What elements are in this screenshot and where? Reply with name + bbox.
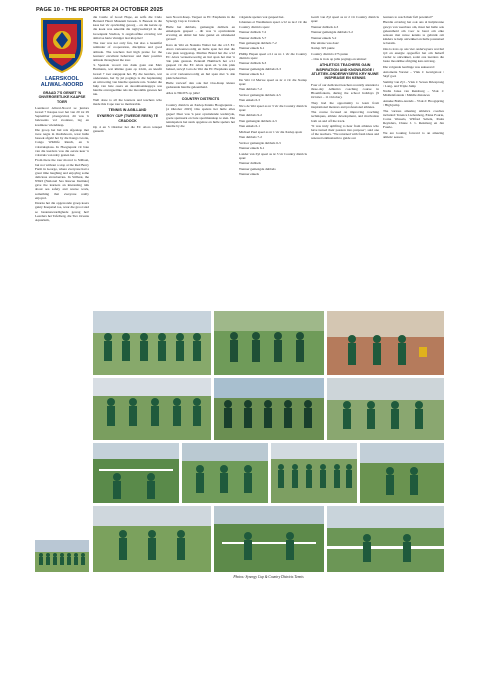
result-line: Xariep 325 punte: [311, 46, 335, 51]
school-team-photo: [327, 378, 444, 440]
players-on-court-photo: [182, 443, 268, 503]
col6-paragraph: We are looking forward to an amazing athletic season.: [383, 130, 444, 139]
col1-paragraph: From there the tour moved to Stilbaai, but not without a stop at the Red Berry Farm in George, where everyone had a great time laughing and enjoying some delicious strawberries. In Stilbaai, the NSRI (National Sea Rescue Institute) gave the learners an interesting talk about sea safety and rescue work, something that everyone really enjoyed.: [35, 158, 89, 200]
result-line: Wen enkels 6-3: [239, 98, 261, 103]
result-line: Verloor gemengde dubbels 6-3: [239, 140, 281, 145]
col3-paragraph: Alles is TROTS op julle!: [166, 90, 201, 95]
result-line: Wenner enkels 6-1: [239, 146, 265, 151]
col6-paragraph: learners to reach their full potential!": [383, 15, 434, 19]
result-line: Verloor gemengde dubbels 4-5: [239, 92, 281, 97]
col5-paragraph: "It was truly uplifting to hear from athletes who have turned their passion into purpose", said one of the teachers. "We returned with fresh ideas and renewed enthusiasm to guide our: [311, 123, 379, 141]
col3-paragraph: teen Noord-Kaap. Vergeet as EC Elephants in die Synergy Cup te Cradock.: [166, 15, 235, 24]
result-line: Die uitslae was daar:: [311, 40, 340, 45]
result-line: Wenner gemengde dubbels: [239, 166, 276, 171]
tour-group-photo: [35, 540, 89, 572]
column-2: [93, 15, 162, 311]
col6-paragraph: Ons is trots op ons vier onderwysers wat hul tyd en energie opgeoffer het om hulself verder te ontwikkel, sodat ons leerders die beste moontlike afrigting kan ontvang.: [383, 46, 444, 64]
tennis-match-photo: [327, 506, 444, 572]
col6-paragraph: Antoinette Vorster – Vlak 1: Gewigstoot / Skyf gooi: [383, 70, 444, 79]
page-header: PAGE 10 - THE REPORTER 24 OCTOBER 2025: [36, 7, 164, 13]
result-line: Wen dubbels 7-2: [239, 135, 262, 140]
col6-paragraph: Nadia Janse van Rensburg – Vlak 1: Middelafstande / Middle distances: [383, 89, 444, 98]
girls-with-trophy-photo: [327, 311, 444, 375]
col5-paragraph: The course focused on improving coaching techniques, athlete development, and motivation both on and off the track.: [311, 110, 379, 123]
girls-team-photo: [214, 311, 324, 375]
col3-paragraph: Hulle het dubbels, gemengde dubbels en enkelspele gespeel – dit was 'n opwindende ervaring en almal het baie geniet en uitstekend gevaar!: [166, 24, 235, 42]
result-line: Wenner dubbels 6-3: [239, 61, 267, 66]
result-line: Wenner enkels 5-2: [311, 35, 337, 40]
result-line: Johannes et Westhuizen speel o/12 as nr.2 vir die Country districts span:: [239, 20, 307, 29]
large-group-photo: [271, 443, 357, 503]
result-line: Wen enkels 6-1: [239, 124, 261, 129]
court-action-photo: [214, 506, 324, 572]
photo-caption: Photos: Synergy Cup & Country Districts Tennis: [233, 575, 304, 579]
athletics-headline: ATHLETICS TEACHERS GAIN INSPIRATION AND KNOWLEDGE / ATLETIEK-ONDERWYSERS KRY NUWE INSPIRASIE EN KENNIS: [311, 63, 379, 81]
column-3: [166, 15, 235, 311]
result-line: De Wet vd Merwe speel as nr 4 vir die Xariep span:: [239, 77, 307, 86]
tennis-headline: TENNIS IN AGB-LAND: [108, 108, 147, 113]
tennis-court-photo: [93, 443, 179, 503]
result-line: Wenner gemengde dubbels 5-2: [311, 30, 354, 35]
result-line: Wenner dubbels 4-3: [311, 24, 339, 29]
col1-paragraph: Laerskool Aliwal-Noord se juniors Graad 7 Kaapse toer het van 20 tot 29 September plaasgevind, dit was 'n belewenis vol avonture, lag en kosmiese vriendskap.: [35, 105, 89, 127]
result-line: Wenner gemengde dubbels 6-3: [239, 66, 282, 71]
col5-paragraph: Four of our dedicated teachers recently attended a three-day Athletics coaching course in Bloemfontein, during the school holidays (9 October – 11 October).: [311, 82, 379, 100]
column-4: [239, 15, 307, 311]
mixed-team-photo: [214, 378, 324, 440]
result-line: Wenner dubbels 7-2: [239, 30, 267, 35]
two-players-photo: [360, 443, 444, 503]
result-line: Wen gemengde dubbels 7-2: [239, 40, 277, 45]
result-line: Wen dubbels 9-2: [239, 113, 262, 118]
col6-paragraph: Sammy van Zyl – Vlak 1: Sewes Driesprong / Long- and Triple Jump: [383, 79, 444, 88]
result-line: Gerrit van Zyl speel as nr 2 vir Country districts span:: [311, 15, 379, 24]
school-name: LAERSKOOL ALIWAL-NOORD: [40, 76, 84, 88]
col2-paragraph: die Castle of Good Hope, en selfs die Cielo Bernard Heart Museum besoek. 'n Besoek in die kaas het vir opwinding gesorg – en die kersie op die koek was sekerlik die rugbywedstryd in die Groenpunt Stadion, 'n ongelooflike ervaring wat almal se harte vinniger laat klop het!: [93, 15, 162, 40]
synergy-cup-team-photo: [93, 311, 211, 375]
col6-paragraph: Anneke Botha-Arends – Vlak 2: Hoogspring / High jump: [383, 98, 444, 108]
result-line: volgende spelers wat gespeel het.: [239, 15, 285, 19]
synergy-headline: SYNERGY CUP (TWEEDE REEN) TE CRADOCK: [96, 114, 159, 123]
result-line: Wenner enkels 6-1: [239, 72, 265, 77]
tour-headline: GRAAD 7'S GENIET 'N ONVERGEETLIKE KAAPSE TOER: [38, 91, 86, 104]
result-line: Michael Paul speel as nr 1 vir die Xariep span:: [239, 129, 303, 134]
result-line: Wen gemengde dubbels 4-3: [239, 118, 277, 123]
col2-paragraph: Well done to all the learners and teachers who made this Cape tour so memorable.: [93, 97, 162, 107]
col5-paragraph: They had the opportunity to learn from inspirational mentors and professional athletes.: [311, 100, 379, 109]
col6-paragraph: Hierdie ervaring het ook ons al hulpbronne gewys van weerbare om, maar het hulle ook geleentheid om voor te berei om elke seisoen met nuwe kennis te gebruik om kinders te help ontwikkel en hulle potensiaal te bereik.: [383, 20, 444, 46]
col1-paragraph: Die groep het hul reis afgeskop met twee nagte in Oudtshoorn, waar hulle besoek afgelê het by die Kango Grotte, Cango Wildlife Ranch, en 'n volstruisplaas. In Hoogtepunt vir baie van die leerders was die eerste keer 'n volstruis van naby gesien het.: [35, 127, 89, 157]
country-districts-text: Country districts en Xariep-Tennis Hoogtepunte – (4 Oktober 2025) Ons spelers het hulle alles gegee! Daar was 'n paar opwindende wedstryde, goeie spanwerk en baie sportmanskap te sien. Die tennispelers het sterk opgetree en hulle spelers het hierdie by die: [166, 103, 235, 129]
column-6: [383, 15, 444, 311]
country-districts-headline: COUNTRY DISTRICTS: [181, 97, 220, 101]
result-line: Nico de Wet speel as nr 3 vir die Country districts span:: [239, 103, 307, 112]
result-line: Wenner dubbels 5-7: [239, 35, 267, 40]
boys-team-photo: [93, 378, 211, 440]
column-1: [35, 15, 89, 553]
result-line: Lander van Zyl speel as nr 3 vir Country districts span:: [239, 151, 307, 160]
result-line: Wen dubbels 7-2: [239, 87, 262, 92]
result-line: Country districts 275 punte: [311, 51, 349, 56]
synergy-text: Op 4 en 5 Oktober het die EC Alors tenspel geneem: [93, 125, 162, 134]
result-line: Wenner enkels 6-1: [239, 46, 265, 51]
col3-paragraph: Hulle verwerf dan ook hul Oos-Kaap kleure gedurende hierdie geleentheid.: [166, 81, 235, 90]
col3-paragraph: Kara de Wet en Natasha Walter het die o/13 EC Alors verteenwoordig en hulle span het met die 1ste plek weggestap. Marlize Brand het die o/12 EC Alors verteenwoordig en hul span het met 'n 3de plek gestaan. Pennald Humbach het o/11 gespeel vir die EC Alors span en 'n 2de plek behaal, terwyl Lara de Wet die EC Elephants span as o/12 verteenwoordig en hul span met 'n 4de plek behaal het.: [166, 42, 235, 80]
three-players-photo: [93, 506, 211, 572]
result-line: Wenner dubbels: [239, 161, 261, 166]
result-line: Phillip Hepen speel o/11 as nr. 1 vir die Country districts span:: [239, 51, 307, 61]
photo-collage: [93, 311, 444, 572]
result-line: Wenner enkels: [239, 172, 259, 177]
col6-paragraph: Die volgende leerlinge was suksesvol:: [383, 64, 435, 69]
school-crest-logo: [39, 16, 85, 74]
col2-paragraph: The tour was not only fun, but also a beautiful reminder of cooperation, discipline and good attitude. The teachers had high praise for the learners' excellent behaviour and their positive attitude throughout the tour.: [93, 41, 162, 62]
column-5: [311, 15, 379, 311]
result-line: – Ons is trots op julle pogings en uitslae!: [311, 57, 367, 62]
col6-paragraph: The various amazing athletics coaches included: Terence Liebenberg, Elana Fourie, Corne Wessels, Wilfred Sebela, Paula Reynders, Chane J. v. Rensburg en Jan Fourie.: [383, 108, 444, 130]
col2-paragraph: 'n Spesiale woord van dank gaan aan Mev Hermann, wat kliënte gaan op 22cm, en kiesfit Graad 7 toer aangepak het. By die leerders, wat ondersteun, het by jul pogings is die beplanning en uitvoering van hierdie spesiale reis. Sonder die hulp van baie ouers en skoolmaatskappye sou hierdie onvergeetlike reis nie moontlik gewees het nie.: [93, 63, 162, 97]
col1-paragraph: Daarna het die opgewonde groep koers gekry Kaapstad toe, waar die groot stad se besienswaardighede gewag het! Leerders het Tafelberg, die Two Oceans Aquarium,: [35, 201, 89, 222]
